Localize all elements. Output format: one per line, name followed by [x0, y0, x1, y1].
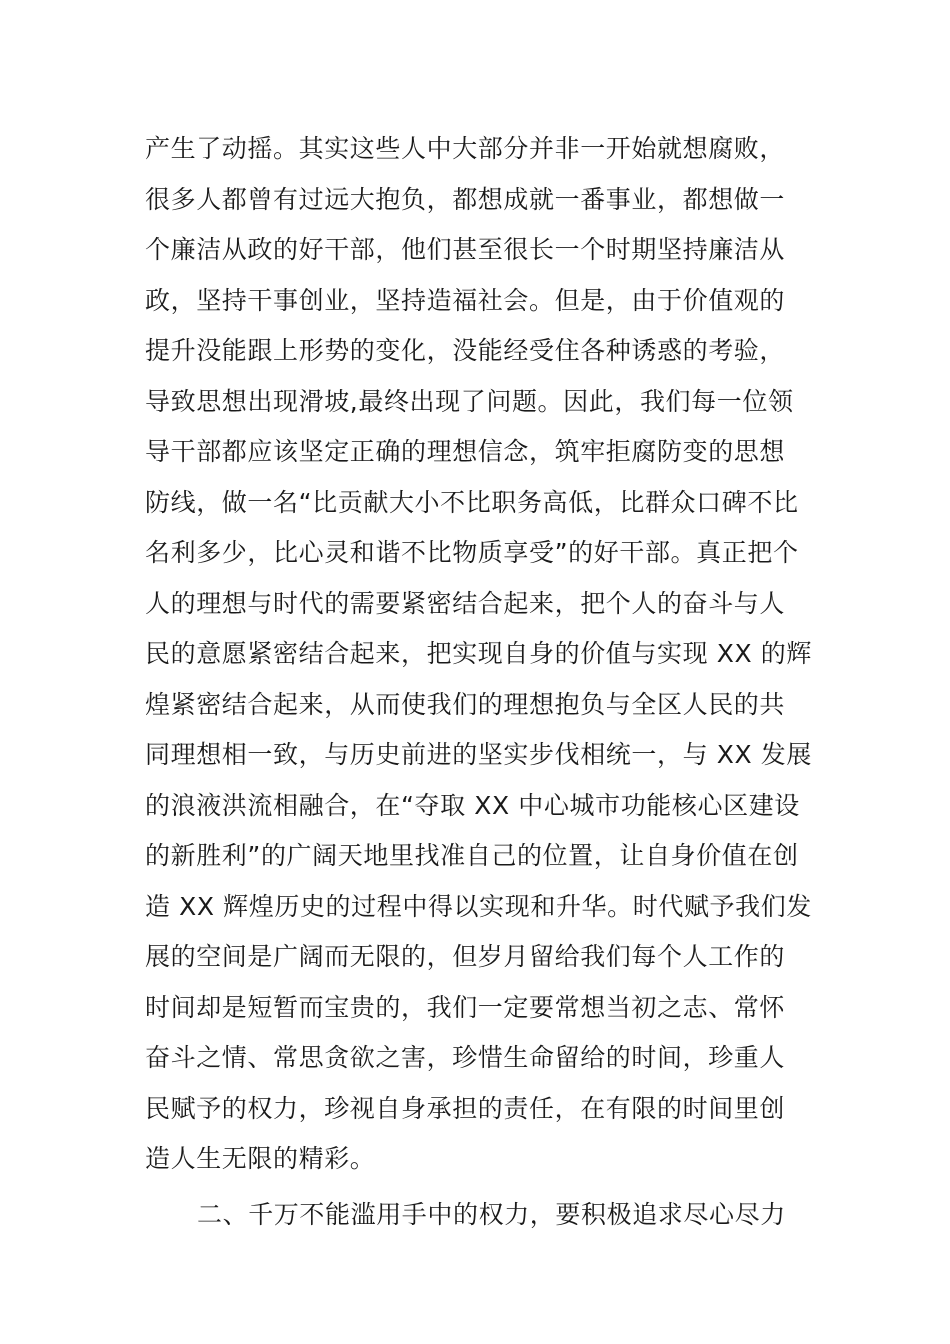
section-heading-line: 二、千万不能滥用手中的权力，要积极追求尽心尽力 [197, 1199, 786, 1229]
text-line-21: 造人生无限的精彩。 [145, 1144, 376, 1173]
text-line-20: 民赋予的权力，珍视自身承担的责任，在有限的时间里创 [145, 1093, 786, 1123]
text-line-18: 时间却是短暂而宝贵的，我们一定要常想当初之志、常怀 [145, 992, 786, 1022]
text-line-2: 很多人都曾有过远大抱负，都想成就一番事业，都想做一 [145, 184, 786, 214]
text-line-15: 的新胜利”的广阔天地里找准自己的位置，让自身价值在创 [145, 841, 799, 870]
text-line-10: 人的理想与时代的需要紧密结合起来，把个人的奋斗与人 [145, 588, 786, 618]
text-line-4: 政，坚持干事创业，坚持造福社会。但是，由于价值观的 [145, 285, 786, 315]
text-line-13: 同理想相一致，与历史前进的坚实步伐相统一，与 XX 发展 [145, 740, 812, 769]
body-text [145, 124, 810, 1240]
text-line-6: 导致思想出现滑坡,最终出现了问题。因此，我们每一位领 [145, 386, 794, 416]
text-line-9: 名利多少，比心灵和谐不比物质享受”的好干部。真正把个 [145, 538, 799, 567]
text-line-1: 产生了动摇。其实这些人中大部分并非一开始就想腐败， [145, 134, 786, 163]
text-line-19: 奋斗之情、常思贪欲之害，珍惜生命留给的时间，珍重人 [145, 1043, 786, 1072]
text-line-16: 造 XX 辉煌历史的过程中得以实现和升华。时代赋予我们发 [145, 891, 812, 921]
text-line-8: 防线，做一名“比贡献大小不比职务高低，比群众口碑不比 [145, 487, 799, 517]
text-line-14: 的浪液洪流相融合，在“夺取 XX 中心城市功能核心区建设 [145, 790, 800, 820]
text-line-17: 展的空间是广阔而无限的，但岁月留给我们每个人工作的 [145, 942, 786, 971]
text-line-11: 民的意愿紧密结合起来，把实现自身的价值与实现 XX 的辉 [145, 639, 812, 668]
text-line-3: 个廉洁从政的好干部，他们甚至很长一个时期坚持廉洁从 [145, 235, 786, 264]
text-line-7: 导干部都应该坚定正确的理想信念，筑牢拒腐防变的思想 [145, 437, 786, 466]
text-line-12: 煌紧密结合起来，从而使我们的理想抱负与全区人民的共 [145, 689, 786, 719]
text-line-5: 提升没能跟上形势的变化，没能经受住各种诱惑的考验， [145, 336, 786, 365]
